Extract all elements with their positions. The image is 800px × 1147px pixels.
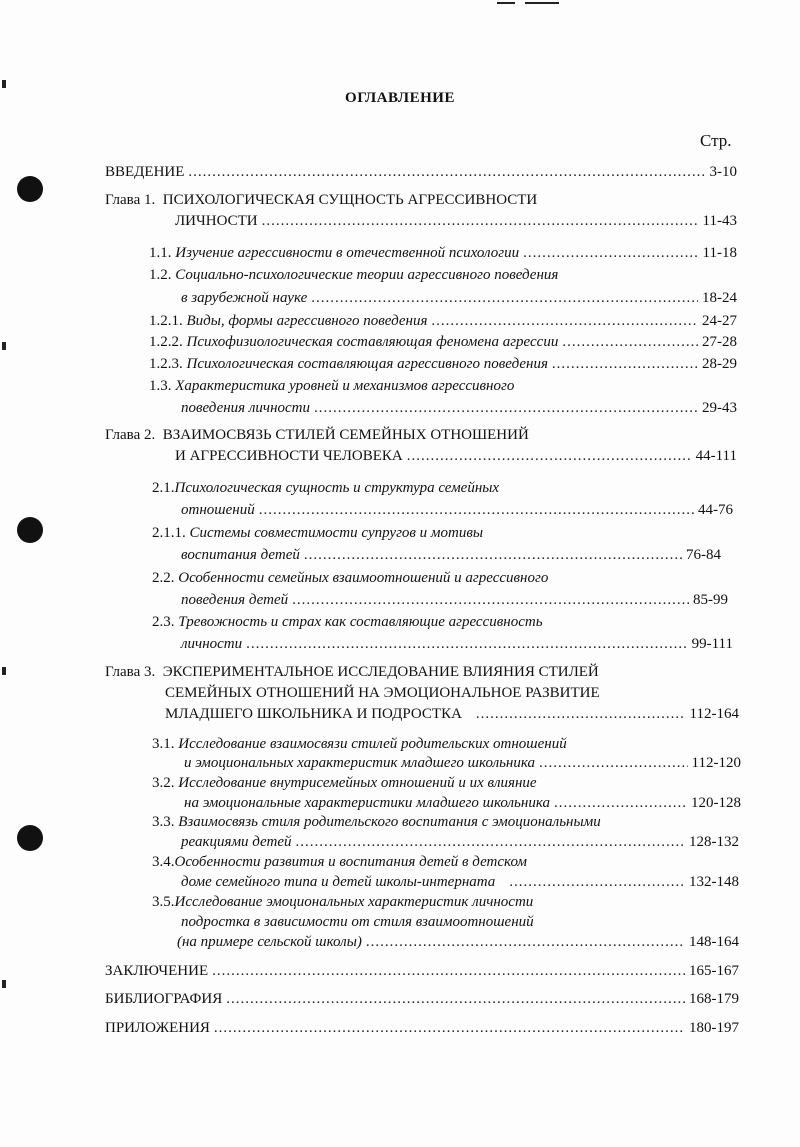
toc-entry-1-2-3 (149, 356, 737, 373)
toc-entry-pages: 128-132 (689, 834, 739, 850)
section-title: Особенности развития и воспитания детей в детском (174, 854, 527, 870)
toc-entry-3-2-line2 (184, 795, 741, 812)
toc-entry-pages: 112-120 (691, 755, 741, 771)
section-number: 1.2.2. (149, 334, 183, 350)
toc-entry-pages: 18-24 (702, 290, 737, 306)
section-title-cont: и эмоциональных характеристик младшего школьника (184, 755, 536, 771)
toc-entry-1-1 (149, 245, 737, 262)
section-title: Тревожность и страх как составляющие агрессивность (178, 614, 543, 630)
punch-hole-2 (17, 517, 43, 543)
section-title: Исследование взаимосвязи стилей родительских отношений (178, 736, 567, 752)
dot-leader (431, 313, 698, 330)
chapter-title: ВЗАИМОСВЯЗЬ СТИЛЕЙ СЕМЕЙНЫХ ОТНОШЕНИЙ (162, 427, 529, 443)
dot-leader (509, 874, 685, 891)
scan-mark-left-2 (2, 342, 6, 350)
toc-entry-3-4-line2 (181, 874, 739, 891)
section-number: 2.1. (152, 480, 175, 496)
chapter-title-cont: ЛИЧНОСТИ (175, 213, 258, 229)
section-title: Виды, формы агрессивного поведения (186, 313, 428, 329)
toc-entry-2-1-line1 (152, 480, 499, 497)
toc-entry-2-1-1-line2 (181, 547, 721, 564)
toc-entry-3-2-line1 (152, 775, 537, 792)
toc-entry-appendix (105, 1020, 739, 1037)
scan-mark-left-1 (2, 80, 6, 88)
section-title-cont: реакциями детей (181, 834, 292, 850)
section-number: 2.3. (152, 614, 175, 630)
section-title-cont: подростка в зависимости от стиля взаимоотношений (181, 914, 534, 930)
toc-entry-pages: 44-76 (698, 502, 733, 518)
chapter-number: Глава 2. (105, 427, 156, 443)
toc-entry-text: ЗАКЛЮЧЕНИЕ (105, 963, 209, 979)
section-title: Психологическая составляющая агрессивного поведения (186, 356, 548, 372)
toc-entry-pages: 29-43 (702, 400, 737, 416)
chapter-3-line3 (165, 706, 739, 723)
toc-entry-3-5-line1 (152, 894, 533, 911)
toc-entry-3-4-line1 (152, 854, 527, 871)
section-number: 1.2.1. (149, 313, 183, 329)
section-title-cont: поведения детей (181, 592, 289, 608)
section-title: Социально-психологические теории агрессивного поведения (175, 267, 559, 283)
section-title-cont: в зарубежной науке (181, 290, 308, 306)
dot-leader (214, 1020, 685, 1037)
section-title-cont: отношений (181, 502, 255, 518)
toc-entry-2-2-line1 (152, 570, 548, 587)
toc-entry-pages: 24-27 (702, 313, 737, 329)
section-title-cont: (на примере сельской школы) (177, 934, 362, 950)
toc-entry-pages: 85-99 (693, 592, 728, 608)
toc-entry-pages: 28-29 (702, 356, 737, 372)
section-title: Изучение агрессивности в отечественной психологии (175, 245, 520, 261)
section-number: 1.2. (149, 267, 172, 283)
toc-entry-pages: 11-43 (702, 213, 737, 229)
toc-entry-1-3-line2 (181, 400, 737, 417)
toc-entry-pages: 165-167 (689, 963, 739, 979)
section-title: Исследование эмоциональных характеристик личности (174, 894, 534, 910)
section-title-cont: доме семейного типа и детей школы-интерната (181, 874, 496, 890)
toc-entry-text: ПРИЛОЖЕНИЯ (105, 1020, 210, 1036)
dot-leader (539, 755, 688, 772)
chapter-3-line2 (165, 685, 600, 702)
chapter-title-cont: И АГРЕССИВНОСТИ ЧЕЛОВЕКА (175, 448, 403, 464)
section-title: Взаимосвязь стиля родительского воспитания с эмоциональными (178, 814, 601, 830)
dot-leader (292, 592, 689, 609)
chapter-number: Глава 3. (105, 664, 156, 680)
toc-entry-1-2-1 (149, 313, 737, 330)
toc-entry-3-3-line2 (181, 834, 739, 851)
toc-entry-2-1-1-line1 (152, 525, 483, 542)
dot-leader (562, 334, 698, 351)
chapter-1-line2 (175, 213, 737, 230)
toc-entry-conclusion (105, 963, 739, 980)
toc-entry-3-1-line2 (184, 755, 741, 772)
dot-leader (476, 706, 686, 723)
section-number: 3.5. (152, 894, 175, 910)
toc-entry-3-1-line1 (152, 736, 567, 753)
section-title-cont: личности (181, 636, 243, 652)
chapter-2-line2 (175, 448, 737, 465)
toc-entry-pages: 76-84 (686, 547, 721, 563)
section-number: 1.2.3. (149, 356, 183, 372)
dot-leader (366, 934, 685, 951)
section-title: Психологическая сущность и структура семейных (174, 480, 500, 496)
section-number: 2.1.1. (152, 525, 186, 541)
dot-leader (188, 164, 705, 181)
dot-leader (212, 963, 685, 980)
toc-entry-text: ВВЕДЕНИЕ (105, 164, 185, 180)
chapter-title: ЭКСПЕРИМЕНТАЛЬНОЕ ИССЛЕДОВАНИЕ ВЛИЯНИЯ СТИЛЕЙ (162, 664, 599, 680)
toc-entry-pages: 168-179 (689, 991, 739, 1007)
dot-leader (314, 400, 698, 417)
toc-entry-pages: 148-164 (689, 934, 739, 950)
toc-entry-pages: 27-28 (702, 334, 737, 350)
scan-mark-left-4 (2, 980, 6, 988)
chapter-number: Глава 1. (105, 192, 156, 208)
dot-leader (304, 547, 682, 564)
section-title: Особенности семейных взаимоотношений и агрессивного (178, 570, 549, 586)
section-title: Характеристика уровней и механизмов агрессивного (175, 378, 515, 394)
dot-leader (311, 290, 698, 307)
section-number: 1.3. (149, 378, 172, 394)
section-number: 3.3. (152, 814, 175, 830)
section-number: 3.1. (152, 736, 175, 752)
section-number: 1.1. (149, 245, 172, 261)
toc-entry-pages: 120-128 (691, 795, 741, 811)
toc-entry-1-2-line1 (149, 267, 558, 284)
section-title-cont: на эмоциональные характеристики младшего школьника (184, 795, 550, 811)
toc-entry-1-2-2 (149, 334, 737, 351)
toc-entry-2-3-line2 (181, 636, 733, 653)
toc-entry-3-5-line2 (181, 914, 534, 931)
section-number: 2.2. (152, 570, 175, 586)
dot-leader (296, 834, 686, 851)
section-title: Психофизиологическая составляющая феномена агрессии (186, 334, 559, 350)
punch-hole-3 (17, 825, 43, 851)
dot-leader (554, 795, 687, 812)
scan-mark-top (497, 2, 515, 4)
section-number: 3.2. (152, 775, 175, 791)
section-number: 3.4. (152, 854, 175, 870)
section-title-cont: поведения личности (181, 400, 311, 416)
toc-entry-pages: 99-111 (691, 636, 733, 652)
toc-entry-text: БИБЛИОГРАФИЯ (105, 991, 223, 1007)
toc-entry-pages: 132-148 (689, 874, 739, 890)
scan-mark-top-2 (525, 2, 559, 4)
page-title: ОГЛАВЛЕНИЕ (345, 90, 455, 106)
section-title: Системы совместимости супругов и мотивы (189, 525, 484, 541)
toc-entry-2-1-line2 (181, 502, 733, 519)
dot-leader (246, 636, 687, 653)
toc-entry-1-2-line2 (181, 290, 737, 307)
chapter-title: ПСИХОЛОГИЧЕСКАЯ СУЩНОСТЬ АГРЕССИВНОСТИ (162, 192, 538, 208)
chapter-title-cont: МЛАДШЕГО ШКОЛЬНИКА И ПОДРОСТКА (165, 706, 462, 722)
chapter-3-line1 (105, 664, 599, 681)
scan-mark-left-3 (2, 667, 6, 675)
toc-entry-pages: 3-10 (709, 164, 737, 180)
chapter-title-cont: СЕМЕЙНЫХ ОТНОШЕНИЙ НА ЭМОЦИОНАЛЬНОЕ РАЗВИТИЕ (165, 685, 600, 701)
dot-leader (226, 991, 685, 1008)
toc-entry-3-5-line3 (177, 934, 739, 951)
page-column-label: Стр. (700, 131, 732, 150)
toc-entry-bibliography (105, 991, 739, 1008)
toc-entry-intro (105, 164, 737, 181)
chapter-2-line1 (105, 427, 529, 444)
chapter-1-line1 (105, 192, 537, 209)
dot-leader (259, 502, 694, 519)
dot-leader (262, 213, 699, 230)
toc-entry-3-3-line1 (152, 814, 601, 831)
toc-entry-1-3-line1 (149, 378, 514, 395)
section-title-cont: воспитания детей (181, 547, 300, 563)
toc-entry-pages: 112-164 (689, 706, 739, 722)
dot-leader (523, 245, 698, 262)
toc-entry-pages: 11-18 (702, 245, 737, 261)
toc-entry-2-3-line1 (152, 614, 543, 631)
toc-entry-pages: 44-111 (695, 448, 737, 464)
toc-entry-2-2-line2 (181, 592, 728, 609)
dot-leader (407, 448, 692, 465)
section-title: Исследование внутрисемейных отношений и их влияние (178, 775, 537, 791)
toc-entry-pages: 180-197 (689, 1020, 739, 1036)
punch-hole-1 (17, 176, 43, 202)
dot-leader (552, 356, 698, 373)
